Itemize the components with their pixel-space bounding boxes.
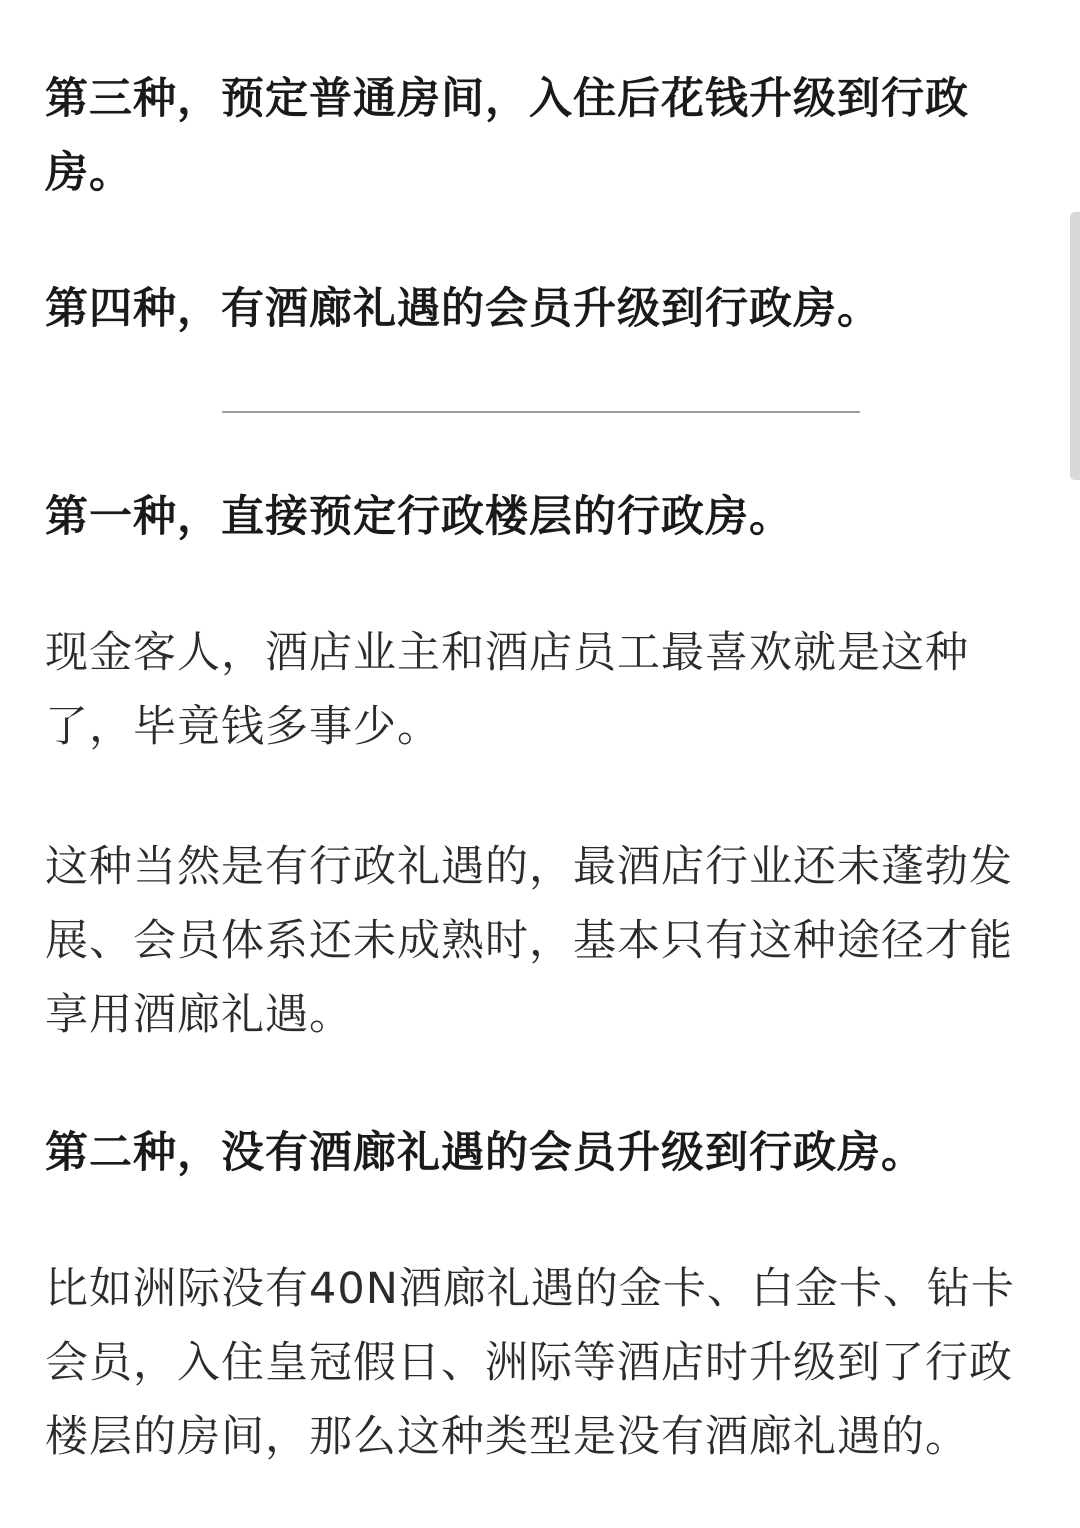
paragraph-ihg-example: 比如洲际没有40N酒廊礼遇的金卡、白金卡、钻卡会员，入住皇冠假日、洲际等酒店时升级到了行政楼层的房间，那么这种类型是没有酒廊礼遇的。 [45, 1264, 1015, 1462]
paragraph-cash-guests: 现金客人，酒店业主和酒店员工最喜欢就是这种了，毕竟钱多事少。 [45, 628, 969, 752]
paragraph-option-one: 第一种，直接预定行政楼层的行政房。 [45, 492, 793, 542]
paragraph-option-four: 第四种，有酒廊礼遇的会员升级到行政房。 [45, 284, 881, 334]
scrollbar-thumb[interactable] [1070, 212, 1080, 480]
paragraph-option-two: 第二种，没有酒廊礼遇的会员升级到行政房。 [45, 1128, 925, 1178]
paragraph-executive-benefits: 这种当然是有行政礼遇的，最酒店行业还未蓬勃发展、会员体系还未成熟时，基本只有这种途径才能享用酒廊礼遇。 [45, 842, 1013, 1040]
paragraph-option-three: 第三种，预定普通房间，入住后花钱升级到行政房。 [45, 74, 969, 198]
section-divider [222, 411, 860, 413]
